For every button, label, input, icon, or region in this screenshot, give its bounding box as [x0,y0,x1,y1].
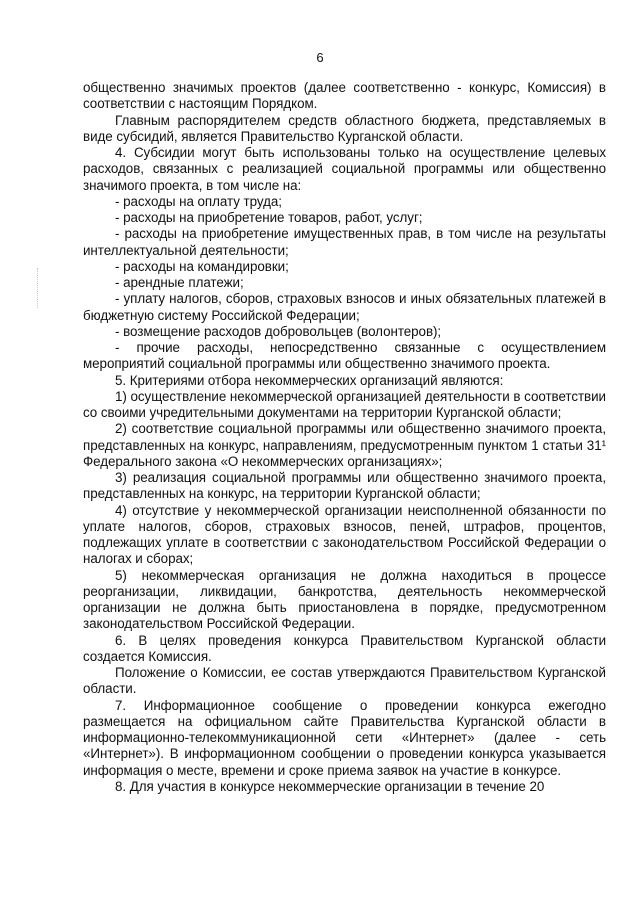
paragraph: Главным распорядителем средств областного бюджета, представляемых в виде субсидий, является Правительство Курганской области. [83,112,606,144]
paragraph: 7. Информационное сообщение о проведении конкурса ежегодно размещается на официальном сайте Правительства Курганской области в информационно-телекоммуникационной сети «Интернет» (далее - сеть «Интернет»). В информационном сообщении о проведении конкурса указывается информация о месте, времени и сроке приема заявок на участие в конкурсе. [83,697,606,778]
paragraph: 2) соответствие социальной программы или общественно значимого проекта, представленных на конкурс, направлениям, предусмотренным пунктом 1 статьи 31¹ Федерального закона «О некоммерческих организациях»; [83,421,606,469]
paragraph: 3) реализация социальной программы или общественно значимого проекта, представленных на конкурс, на территории Курганской области; [83,470,606,502]
list-item: - возмещение расходов добровольцев (волонтеров); [115,323,442,339]
paragraph: 1) осуществление некоммерческой организацией деятельности в соответствии со своими учредительными документами на территории Курганской области; [83,388,606,420]
paragraph: 5. Критериями отбора некоммерческих организаций являются: [115,372,504,388]
list-item: - прочие расходы, непосредственно связанные с осуществлением мероприятий социальной программы или общественно значимого проекта. [83,340,606,372]
scan-margin-mark [37,268,39,308]
paragraph: 4) отсутствие у некоммерческой организации неисполненной обязанности по уплате налогов, сборов, страховых взносов, пеней, штрафов, процентов, подлежащих уплате в соответствии с законодательством Российской Федерации о налогах и сборах; [83,502,606,567]
list-item: - расходы на приобретение имущественных прав, в том числе на результаты интеллектуальной деятельности; [83,226,606,258]
list-item: - арендные платежи; [115,275,244,290]
list-item: - расходы на командировки; [115,258,289,274]
paragraph: 5) некоммерческая организация не должна находиться в процессе реорганизации, ликвидации, банкротства, деятельность некоммерческой организации не должна быть приостановлена в порядке, предусмотренном законодательством Российской Федерации. [83,567,606,632]
page-number: 6 [316,50,324,65]
document-body [83,80,606,795]
paragraph: общественно значимых проектов (далее соответственно - конкурс, Комиссия) в соответствии с настоящим Порядком. [83,80,606,112]
paragraph: 6. В целях проведения конкурса Правительством Курганской области создается Комиссия. [83,632,606,664]
paragraph: Положение о Комиссии, ее состав утверждаются Правительством Курганской области. [83,665,606,697]
list-item: - расходы на оплату труда; [115,193,282,209]
paragraph: 8. Для участия в конкурсе некоммерческие организации в течение 20 [115,778,545,794]
list-item: - расходы на приобретение товаров, работ, услуг; [115,210,423,225]
list-item: - уплату налогов, сборов, страховых взносов и иных обязательных платежей в бюджетную систему Российской Федерации; [83,291,606,323]
paragraph: 4. Субсидии могут быть использованы только на осуществление целевых расходов, связанных с реализацией социальной программы или общественно значимого проекта, в том числе на: [83,145,606,193]
